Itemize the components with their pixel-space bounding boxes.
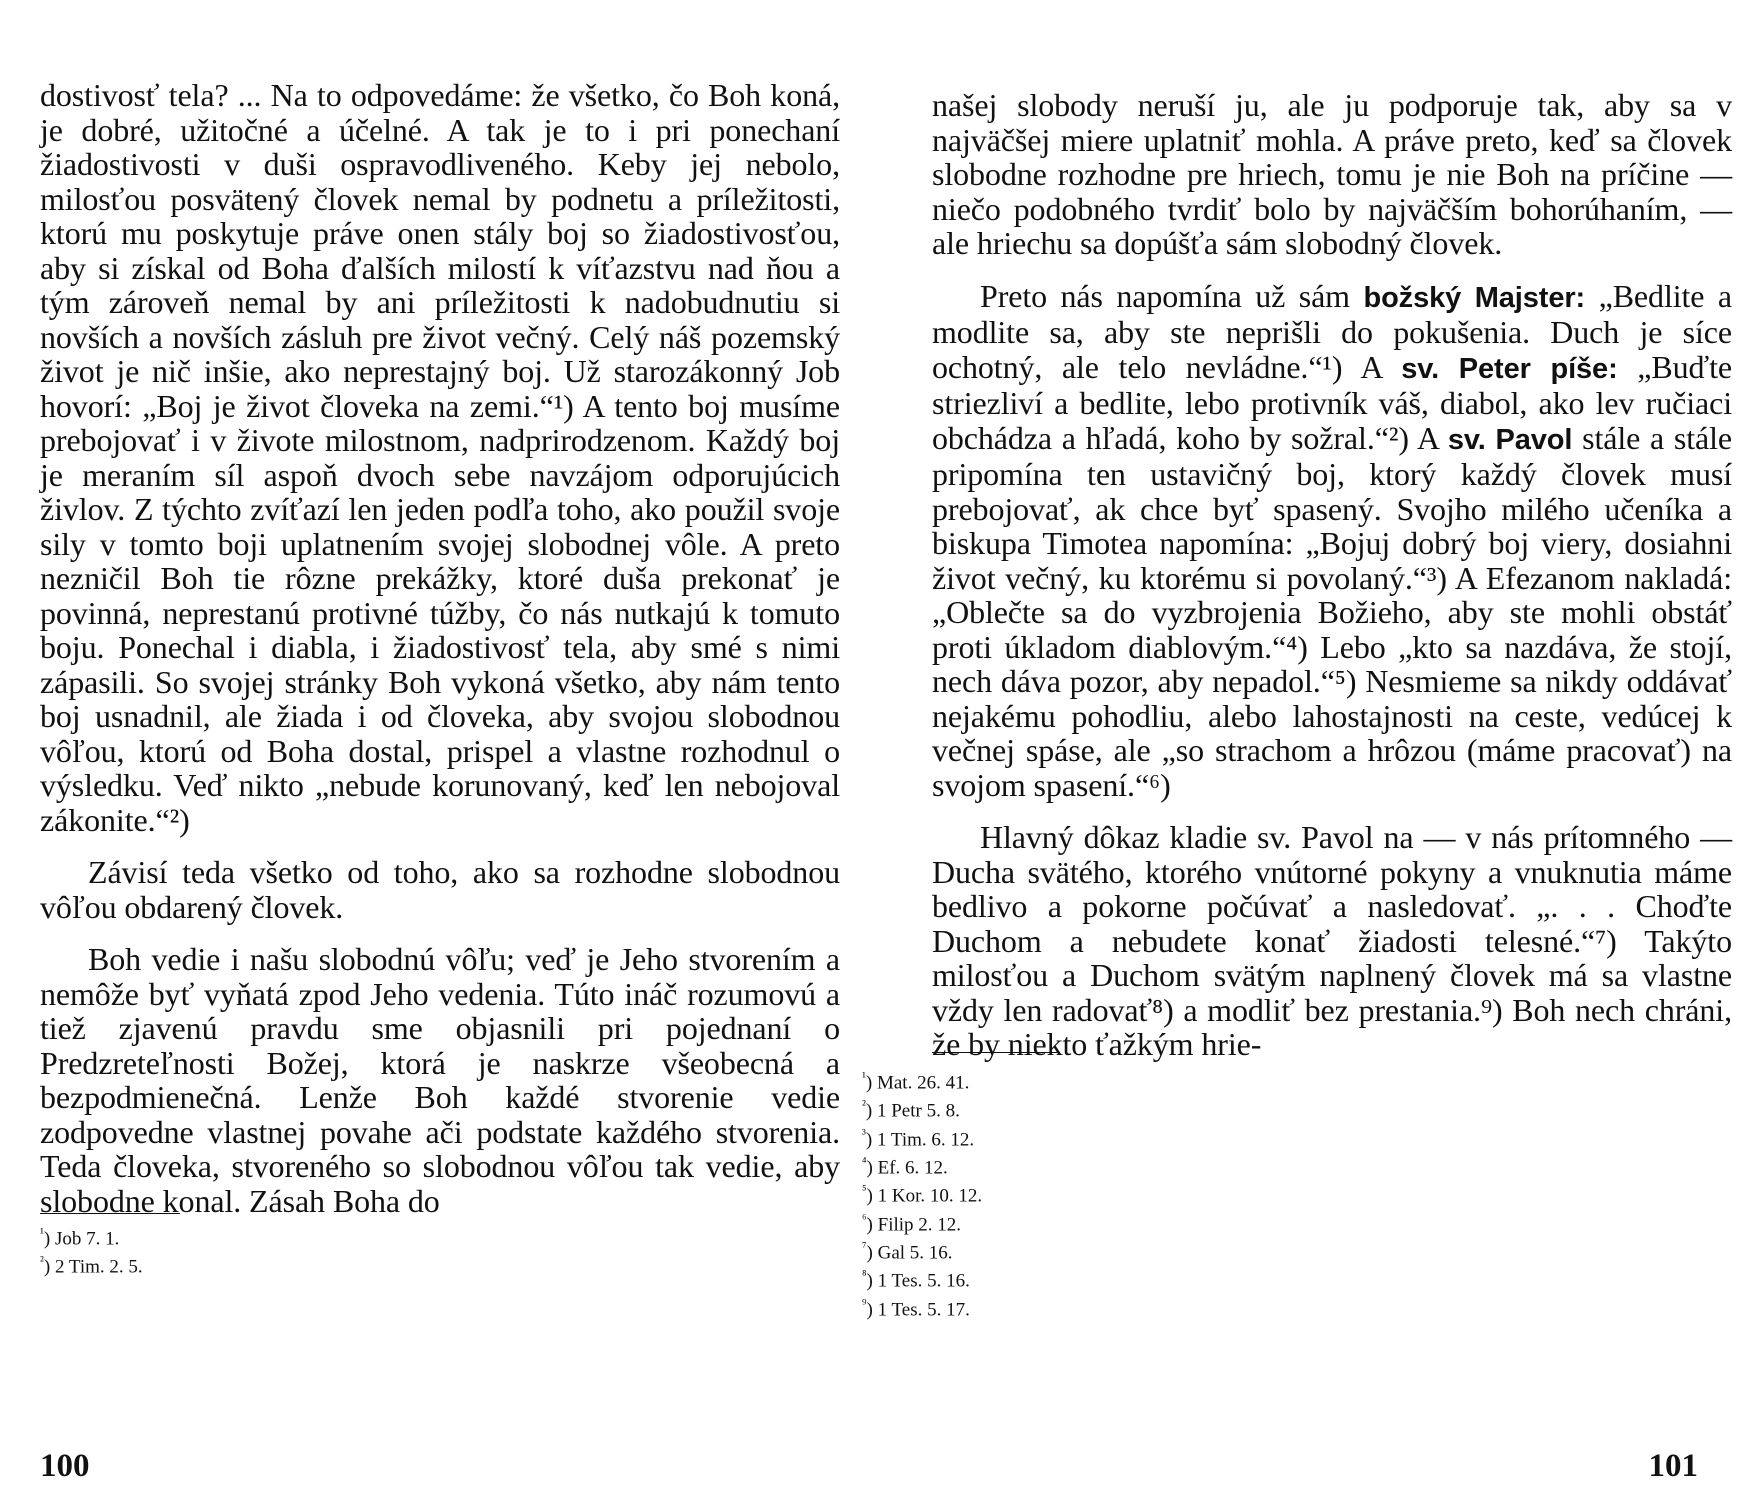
page-number: 100 xyxy=(40,1448,90,1484)
bold-term: sv. Peter píše: xyxy=(1401,352,1618,385)
footnote-mark: ² xyxy=(862,1097,866,1113)
right-paragraph-3: Hlavný dôkaz kladie sv. Pavol na — v nás prítomného — Ducha svätého, ktorého vnútorné pokyny a vnuknutia máme bedlivo a pokorne počúvať a nasledovať. „. . . Choďte Duchom a nebudete konať žiadosti telesné.“⁷) Takýto milosťou a Duchom svätým naplnený človek má sa vlastne vždy len radovať⁸) a modliť bez prestania.⁹) Boh nech chráni, že by niekto ťažkým hrie- xyxy=(932,819,1732,1062)
footnote-text: ) 1 Tes. 5. 16. xyxy=(866,1270,970,1292)
page-number: 101 xyxy=(1648,1448,1698,1484)
footnote-text: ) Gal 5. 16. xyxy=(866,1242,953,1264)
paragraph-text: „Bedlite a modlite sa, aby ste neprišli do pokušenia. Duch je síce ochotný, ale telo nevládne.“¹) A xyxy=(932,277,1732,385)
footnote-text: ) Ef. 6. 12. xyxy=(866,1157,948,1179)
footnote-mark: ³ xyxy=(862,1125,866,1141)
left-paragraph-3: Boh vedie i našu slobodnú vôľu; veď je Jeho stvorením a nemôže byť vyňatá zpod Jeho vedenia. Túto ináč rozumovú a tiež zjavenú pravdu sme objasnili pri pojednaní o Predzreteľnosti Božej, ktorá je naskrze všeobecná a bezpodmienečná. Lenže Boh každé stvorenie vedie zodpovedne vlastnej povahe ači podstate každého stvorenia. Teda človeka, stvoreného so slobodnou vôľou tak vedie, aby slobodne konal. Zásah Boha do xyxy=(40,941,840,1219)
footnote-mark: ⁹ xyxy=(862,1295,867,1311)
footnote xyxy=(862,1094,982,1122)
footnote-mark: ⁸ xyxy=(862,1267,867,1283)
right-footnotes xyxy=(862,1066,982,1321)
footnote-mark: ⁵ xyxy=(862,1182,867,1198)
footnote xyxy=(862,1179,982,1207)
footnote-text: ) Job 7. 1. xyxy=(43,1228,120,1250)
right-paragraph-2 xyxy=(932,279,1732,803)
footnote xyxy=(40,1250,143,1278)
right-page xyxy=(862,0,1752,1500)
paragraph-text: Preto nás napomína už sám xyxy=(980,277,1364,314)
footnote-text: ) 1 Tes. 5. 17. xyxy=(866,1298,970,1320)
paragraph-text: stále a stále pripomína ten ustavičný boj, ktorý každý človek musí prebojovať, ak chce byť spasený. Svojho milého učeníka a biskupa Timotea napomína: „Bojuj dobrý boj viery, dosiahni život večný, ku ktorému si povolaný.“³) A Efezanom nakladá: „Oblečte sa do vyzbrojenia Božieho, aby ste mohli obstáť proti úkladom diablovým.“⁴) Lebo „kto sa nazdáva, že stojí, nech dáva pozor, aby nepadol.“⁵) Nesmieme sa nikdy oddávať nejakému pohodliu, alebo lahostajnosti na ceste, vedúcej k večnej spáse, ale „so strachom a hrôzou (máme pracovať) na svojom spasení.“⁶) xyxy=(932,419,1732,803)
right-paragraph-1: našej slobody neruší ju, ale ju podporuje tak, aby sa v najväčšej miere uplatniť mohla. A práve preto, keď sa človek slobodne rozhodne pre hriech, tomu je nie Boh na príčine — niečo podobného tvrdiť bolo by najväčším bohorúhaním, — ale hriechu sa dopúšťa sám slobodný človek. xyxy=(932,87,1732,261)
bold-term: sv. Pavol xyxy=(1447,423,1573,456)
footnote xyxy=(862,1151,982,1179)
footnote-text: ) 2 Tim. 2. 5. xyxy=(43,1256,143,1278)
bold-term: božský Majster: xyxy=(1363,281,1586,314)
paragraph-text: „Buďte striezliví a bedlite, lebo protivník váš, diabol, ako lev ručiaci obchádza a hľadá, koho by sožral.“²) A xyxy=(932,348,1733,456)
footnote-mark: ² xyxy=(40,1253,44,1269)
footnote xyxy=(862,1123,982,1151)
footnote xyxy=(862,1066,982,1094)
footnote xyxy=(862,1208,982,1236)
left-footnotes xyxy=(40,1222,143,1279)
footnote-text: ) Mat. 26. 41. xyxy=(865,1072,970,1094)
footnote-text: ) 1 Kor. 10. 12. xyxy=(866,1185,983,1207)
footnote-rule xyxy=(932,1052,1060,1053)
footnote-mark: ⁶ xyxy=(862,1210,867,1226)
right-text-column xyxy=(932,88,1732,1062)
footnote-mark: ¹ xyxy=(40,1225,44,1240)
footnote-text: ) 1 Tim. 6. 12. xyxy=(865,1128,975,1150)
left-paragraph-2: Závisí teda všetko od toho, ako sa rozhodne slobodnou vôľou obdarený človek. xyxy=(40,854,840,925)
footnote-mark: ¹ xyxy=(862,1069,866,1084)
footnote-text: ) Filip 2. 12. xyxy=(866,1213,962,1235)
left-paragraph-1: dostivosť tela? ... Na to odpovedáme: že všetko, čo Boh koná, je dobré, užitočné a účelné. A tak je to i pri ponechaní žiadostivosti v duši ospravodliveného. Keby jej nebolo, milosťou posvätený človek nemal by podnetu a príležitosti, ktorú mu poskytuje práve onen stály boj so žiadostivosťou, aby si získal od Boha ďalších milostí k víťazstvu nad ňou a tým zároveň nemal by ani príležitosti k nadobudnutiu si novších a novších zásluh pre život večný. Celý náš pozemský život je nič inšie, ako neprestajný boj. Už starozákonný Job hovorí: „Boj je život človeka na zemi.“¹) A tento boj musíme prebojovať i v živote milostnom, nadprirodzenom. Každý boj je meraním síl aspoň dvoch sebe navzájom odporujúcich živlov. Z týchto zvíťazí len jeden podľa toho, ako použil svoje sily v tomto boji uplatnením svojej slobodnej vôle. A preto nezničil Boh tie rôzne prekážky, ktoré duša prekonať je povinná, neprestanú protivné túžby, čo nás nutkajú k tomuto boju. Ponechal i diabla, i žiadostivosť tela, aby smé s nimi zápasili. So svojej stránky Boh vykoná všetko, aby nám tento boj usnadnil, ale žiada i od človeka, aby svojou slobodnou vôľou, ktorú od Boha dostal, prispel a vlastne rozhodnul o výsledku. Veď nikto „nebude korunovaný, keď len nebojoval zákonite.“²) xyxy=(40,77,840,838)
footnote-mark: ⁴ xyxy=(862,1153,867,1169)
footnote xyxy=(862,1293,982,1321)
footnote xyxy=(40,1222,143,1250)
footnote xyxy=(862,1236,982,1264)
footnote xyxy=(862,1264,982,1292)
footnote-rule xyxy=(40,1213,180,1214)
footnote-mark: ⁷ xyxy=(862,1238,867,1254)
left-text-column xyxy=(40,78,840,1218)
footnote-text: ) 1 Petr 5. 8. xyxy=(865,1100,960,1122)
